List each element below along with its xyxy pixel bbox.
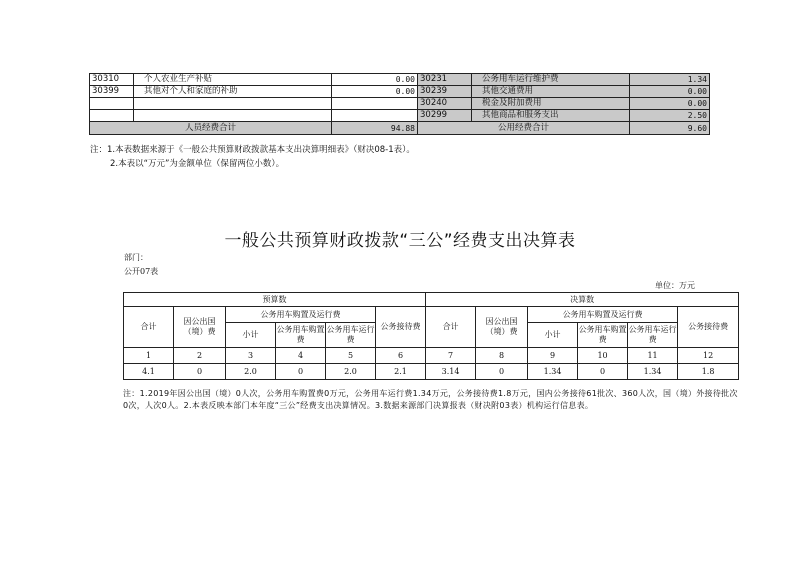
item-name-cell: 其他对个人和家庭的补助: [134, 86, 332, 98]
economic-code-cell: 30240: [418, 98, 472, 110]
final-operation-header: 公务用车运行费: [628, 323, 678, 348]
sangong-expenditure-table: [123, 292, 739, 380]
final-vehicle-header: 公务用车购置及运行费: [528, 307, 678, 323]
value-cell: 2.0: [326, 364, 376, 380]
budget-subtotal-header: 小计: [226, 323, 276, 348]
final-total-header: 合计: [426, 307, 476, 348]
value-cell: 3.14: [426, 364, 476, 380]
amount-cell: [332, 110, 418, 122]
final-reception-header: 公务接待费: [678, 307, 739, 348]
department-label: 部门：: [124, 253, 148, 262]
item-name-cell: [134, 110, 332, 122]
amount-cell: 0.00: [332, 74, 418, 86]
column-number-cell: 2: [174, 348, 226, 364]
column-number-cell: 3: [226, 348, 276, 364]
value-cell: 2.0: [226, 364, 276, 380]
column-number-cell: 11: [628, 348, 678, 364]
footnote: 注：1.2019年因公出国（境）0人次，公务用车购置费0万元，公务用车运行费1.34万元，公务接待费1.8万元，国内公务接待61批次、360人次，国（境）外接待批次0次，人次0人。2.本表反映本部门本年度“三公”经费支出决算情况。3.数据来源部门决算报表（财决附03表）机构运行信息表。: [123, 389, 738, 410]
page-title: 一般公共预算财政拨款“三公”经费支出决算表: [224, 231, 576, 251]
item-name-cell: 公务用车运行维护费: [472, 74, 630, 86]
amount-cell: 0.00: [630, 86, 710, 98]
column-number-cell: 12: [678, 348, 739, 364]
value-cell: 4.1: [124, 364, 174, 380]
item-name-cell: 税金及附加费用: [472, 98, 630, 110]
amount-cell: 1.34: [630, 74, 710, 86]
budget-purchase-header: 公务用车购置费: [276, 323, 326, 348]
table-row: [90, 74, 710, 86]
column-number-cell: 7: [426, 348, 476, 364]
item-name-cell: 个人农业生产补贴: [134, 74, 332, 86]
economic-code-cell: 30399: [90, 86, 134, 98]
column-number-cell: 5: [326, 348, 376, 364]
amount-cell: [332, 98, 418, 110]
column-number-cell: 9: [528, 348, 578, 364]
value-cell: 1.34: [528, 364, 578, 380]
final-abroad-header: 因公出国（境）费: [476, 307, 528, 348]
budget-operation-header: 公务用车运行费: [326, 323, 376, 348]
personnel-total-value: 94.88: [332, 122, 418, 135]
note-line-2: 2.本表以“万元”为金额单位（保留两位小数）。: [110, 159, 285, 169]
basic-expenditure-table: [89, 73, 710, 135]
final-subtotal-header: 小计: [528, 323, 578, 348]
value-cell: 0: [476, 364, 528, 380]
budget-total-header: 合计: [124, 307, 174, 348]
value-cell: 0: [276, 364, 326, 380]
table-row: [90, 98, 710, 110]
header-group-row: [124, 293, 739, 307]
value-cell: 0: [578, 364, 628, 380]
value-cell: 0: [174, 364, 226, 380]
amount-cell: 2.50: [630, 110, 710, 122]
economic-code-cell: 30310: [90, 74, 134, 86]
item-name-cell: 其他商品和服务支出: [472, 110, 630, 122]
value-row: [124, 364, 739, 380]
amount-cell: 0.00: [630, 98, 710, 110]
column-number-row: [124, 348, 739, 364]
totals-row: [90, 122, 710, 135]
column-number-cell: 6: [376, 348, 426, 364]
budget-reception-header: 公务接待费: [376, 307, 426, 348]
column-number-cell: 1: [124, 348, 174, 364]
economic-code-cell: 30231: [418, 74, 472, 86]
amount-cell: 0.00: [332, 86, 418, 98]
public-total-value: 9.60: [630, 122, 710, 135]
economic-code-cell: [90, 110, 134, 122]
budget-abroad-header: 因公出国（境）费: [174, 307, 226, 348]
value-cell: 1.34: [628, 364, 678, 380]
personnel-total-label: 人员经费合计: [90, 122, 332, 135]
public-total-label: 公用经费合计: [418, 122, 630, 135]
unit-label: 单位：万元: [655, 281, 695, 290]
table-row: [90, 110, 710, 122]
column-number-cell: 10: [578, 348, 628, 364]
item-name-cell: [134, 98, 332, 110]
budget-group-header: 预算数: [124, 293, 426, 307]
economic-code-cell: 30299: [418, 110, 472, 122]
item-name-cell: 其他交通费用: [472, 86, 630, 98]
header-row-2: [124, 307, 739, 323]
note-line-1: 注：1.本表数据来源于《一般公共预算财政拨款基本支出决算明细表》（财决08-1表）。: [90, 145, 415, 155]
table-row: [90, 86, 710, 98]
budget-vehicle-header: 公务用车购置及运行费: [226, 307, 376, 323]
economic-code-cell: [90, 98, 134, 110]
final-group-header: 决算数: [426, 293, 739, 307]
table-code: 公开07表: [124, 267, 159, 276]
value-cell: 1.8: [678, 364, 739, 380]
economic-code-cell: 30239: [418, 86, 472, 98]
final-purchase-header: 公务用车购置费: [578, 323, 628, 348]
value-cell: 2.1: [376, 364, 426, 380]
column-number-cell: 4: [276, 348, 326, 364]
column-number-cell: 8: [476, 348, 528, 364]
